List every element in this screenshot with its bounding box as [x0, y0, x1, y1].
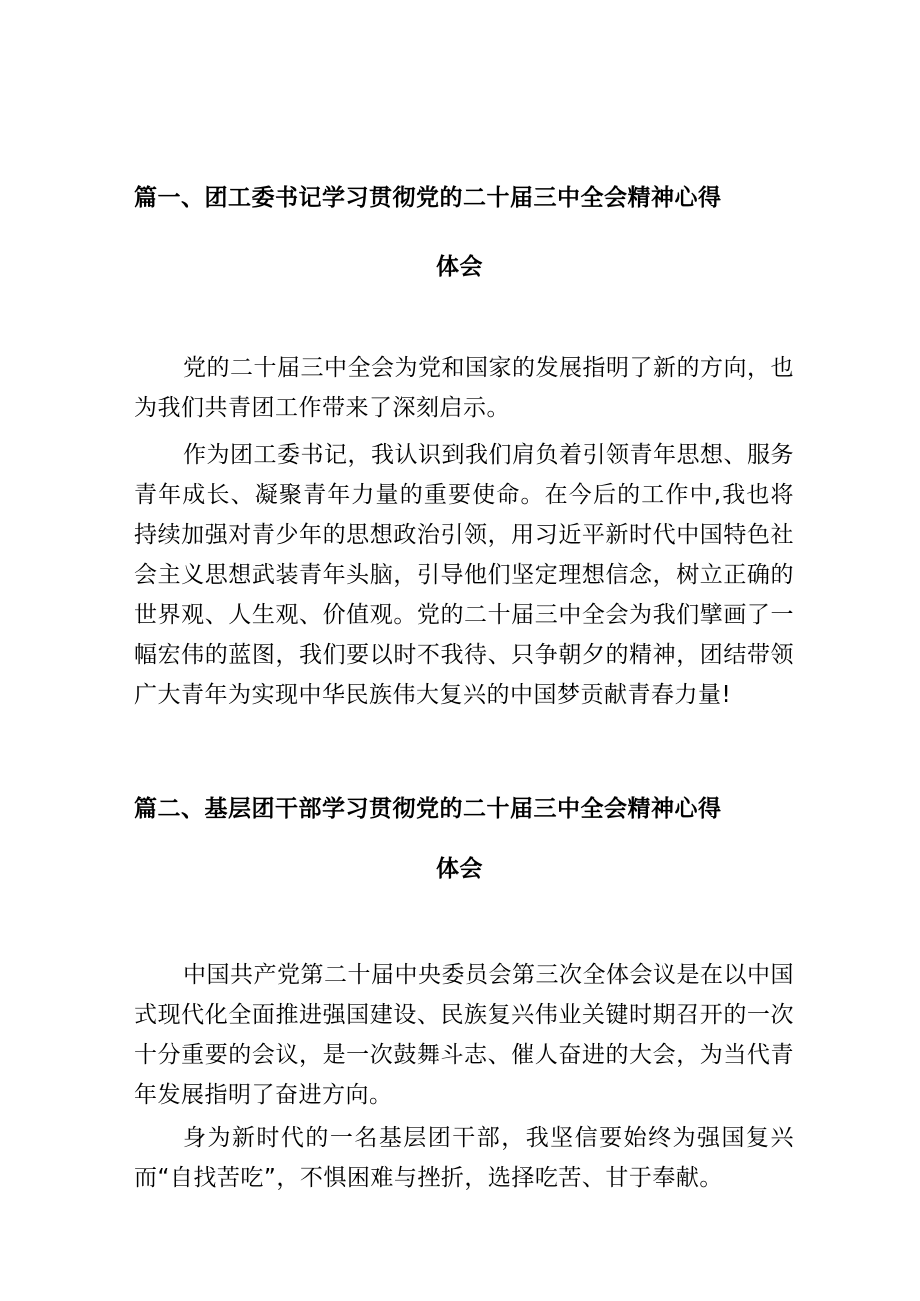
section2-title-line2: 体会: [436, 856, 483, 882]
section2-paragraph-2: 身为新时代的一名基层团干部，我坚信要始终为强国复兴而“自找苦吃”，不惧困难与挫折，选择吃苦、甘于奉献。: [134, 1125, 794, 1191]
section2-title-line1: 篇二、基层团干部学习贯彻党的二十届三中全会精神心得: [134, 796, 722, 822]
section1-title-line2: 体会: [436, 254, 483, 280]
section2-paragraph-1: 中国共产党第二十届中央委员会第三次全体会议是在以中国式现代化全面推进强国建设、民族复兴伟业关键时期召开的一次十分重要的会议，是一次鼓舞斗志、催人奋进的大会，为当代青年发展指明了奋进方向。: [134, 962, 794, 1108]
section1-paragraph-2: 作为团工委书记，我认识到我们肩负着引领青年思想、服务青年成长、凝聚青年力量的重要使命。在今后的工作中,我也将持续加强对青少年的思想政治引领，用习近平新时代中国特色社会主义思想武装青年头脑，引导他们坚定理想信念，树立正确的世界观、人生观、价值观。党的二十届三中全会为我们擘画了一幅宏伟的蓝图，我们要以时不我待、只争朝夕的精神，团结带领广大青年为实现中华民族伟大复兴的中国梦贡献青春力量!: [134, 442, 794, 708]
section1-paragraph-1: 党的二十届三中全会为党和国家的发展指明了新的方向，也为我们共青团工作带来了深刻启示。: [134, 355, 794, 421]
section1-title-line1: 篇一、团工委书记学习贯彻党的二十届三中全会精神心得: [134, 185, 722, 211]
